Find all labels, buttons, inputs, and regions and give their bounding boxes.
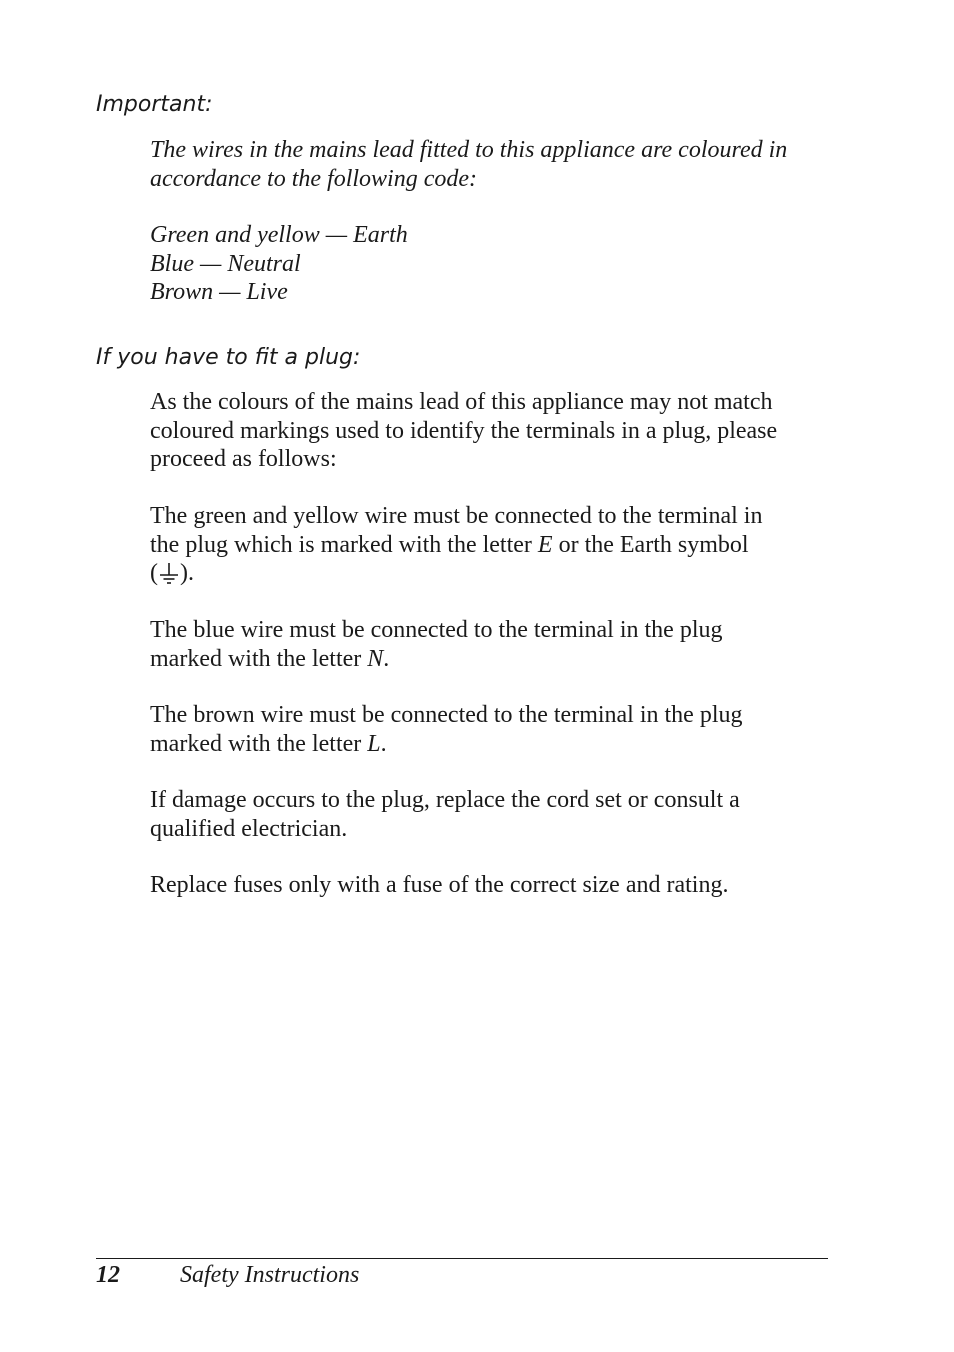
text-run: the plug which is marked with the letter bbox=[150, 531, 538, 558]
paragraph-line bbox=[150, 730, 830, 759]
text-run: marked with the letter bbox=[150, 645, 368, 672]
paragraph-blue-wire bbox=[150, 616, 830, 673]
letter-l: L bbox=[367, 730, 381, 757]
paragraph-colour-mismatch bbox=[150, 388, 830, 474]
letter-e: E bbox=[537, 531, 553, 558]
paragraph-green-yellow-wire bbox=[150, 502, 830, 588]
intro-line: accordance to the following code: bbox=[150, 165, 478, 192]
footer-section-title: Safety Instructions bbox=[180, 1262, 360, 1288]
wire-code-earth: Green and yellow — Earth bbox=[150, 222, 408, 248]
paragraph-line: As the colours of the mains lead of this appliance may not match bbox=[150, 389, 773, 415]
text-run: ( bbox=[150, 560, 158, 586]
footer-divider bbox=[96, 1258, 828, 1259]
paragraph-line bbox=[150, 559, 830, 588]
paragraph-fuses bbox=[150, 871, 830, 900]
paragraph-line bbox=[150, 645, 830, 674]
text-run: . bbox=[380, 730, 387, 757]
paragraph-line bbox=[150, 531, 830, 560]
paragraph-line: The green and yellow wire must be connected to the terminal in bbox=[150, 503, 763, 529]
letter-n: N bbox=[367, 645, 384, 672]
paragraph-line: If damage occurs to the plug, replace the cord set or consult a bbox=[150, 787, 740, 813]
intro-line: The wires in the mains lead fitted to this appliance are coloured in bbox=[150, 137, 788, 163]
wire-color-code-list bbox=[150, 221, 830, 307]
paragraph-brown-wire bbox=[150, 701, 830, 758]
paragraph-line: Replace fuses only with a fuse of the correct size and rating. bbox=[150, 872, 729, 898]
page-number: 12 bbox=[96, 1262, 120, 1288]
text-run: . bbox=[383, 645, 390, 672]
important-intro bbox=[150, 136, 830, 193]
paragraph-damage bbox=[150, 786, 830, 843]
text-run: or the Earth symbol bbox=[552, 531, 749, 558]
text-run: marked with the letter bbox=[150, 730, 368, 757]
paragraph-line: The blue wire must be connected to the terminal in the plug bbox=[150, 617, 723, 643]
paragraph-line: proceed as follows: bbox=[150, 446, 337, 472]
paragraph-line: qualified electrician. bbox=[150, 815, 348, 842]
wire-code-neutral: Blue — Neutral bbox=[150, 250, 301, 277]
paragraph-line: coloured markings used to identify the terminals in a plug, please bbox=[150, 417, 778, 444]
text-run: ). bbox=[180, 560, 194, 586]
wire-code-live: Brown — Live bbox=[150, 279, 288, 305]
important-heading: Important: bbox=[96, 92, 213, 117]
fit-plug-heading: If you have to fit a plug: bbox=[96, 345, 361, 370]
paragraph-line: The brown wire must be connected to the terminal in the plug bbox=[150, 702, 743, 728]
earth-ground-icon bbox=[158, 562, 180, 584]
